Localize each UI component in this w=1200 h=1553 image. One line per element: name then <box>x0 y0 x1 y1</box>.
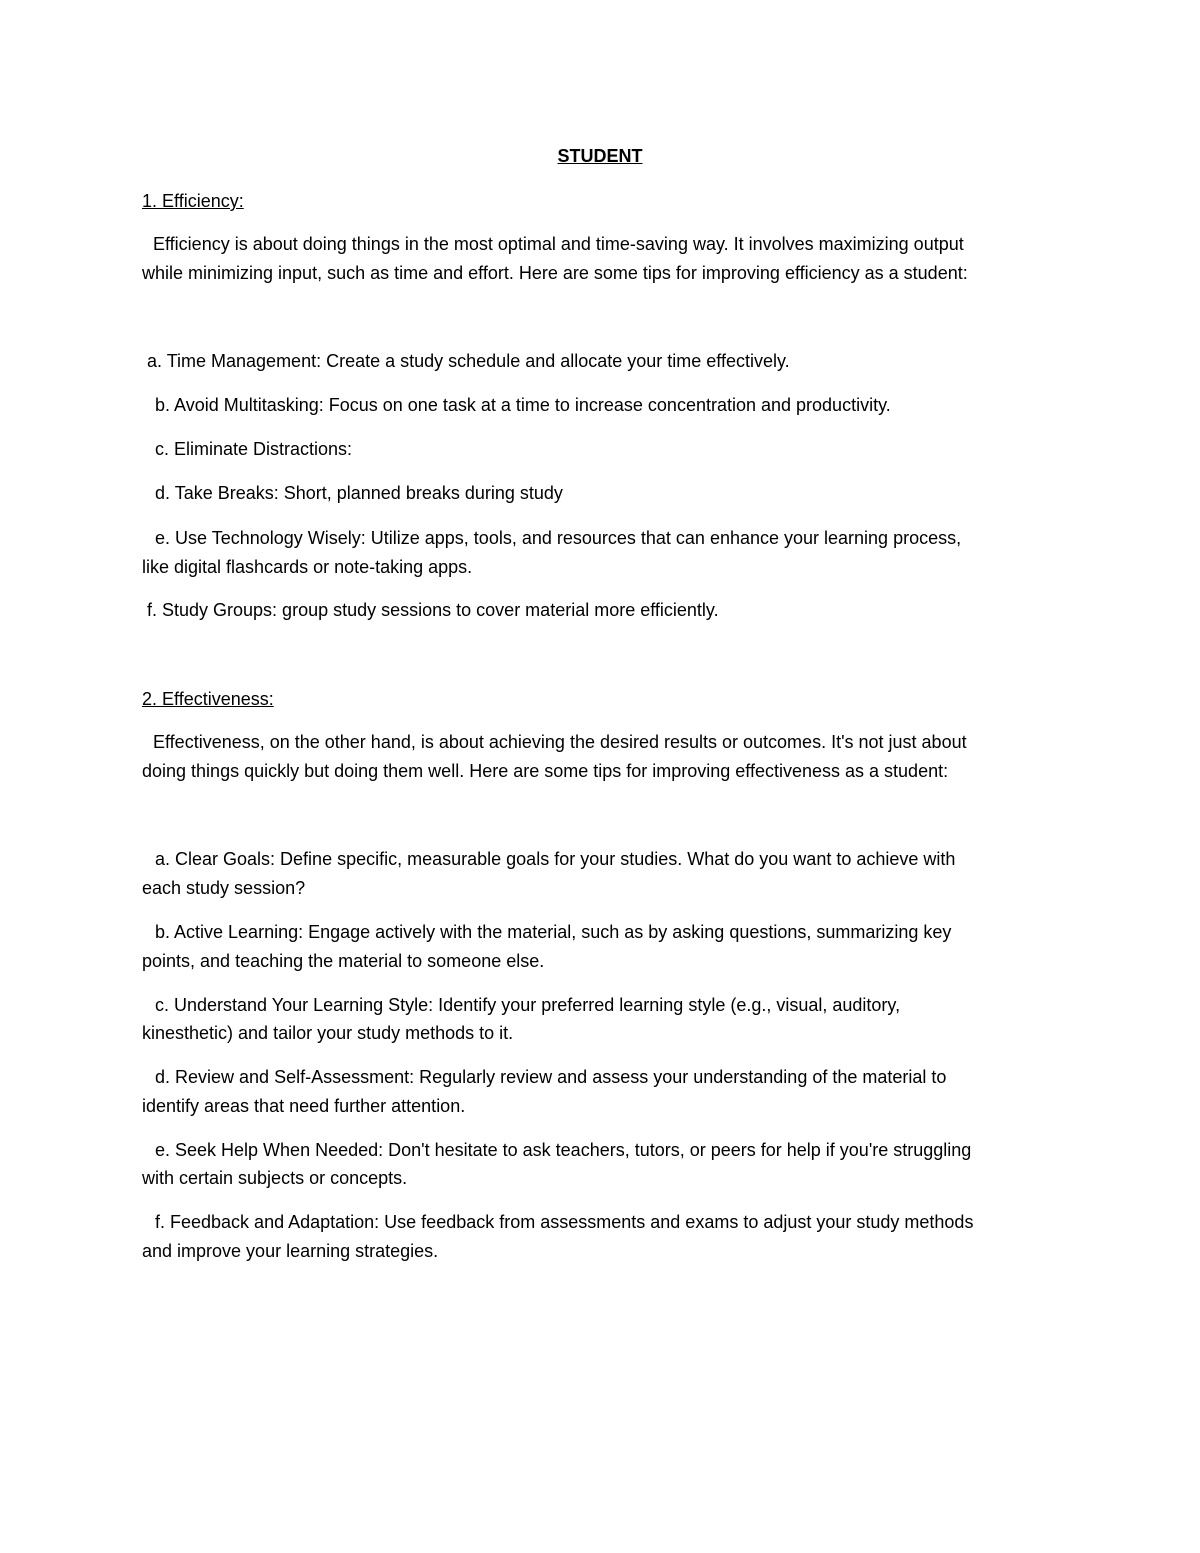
effectiveness-item-c-line-1: c. Understand Your Learning Style: Identify your preferred learning style (e.g., visual, auditory, <box>155 995 901 1015</box>
effectiveness-item-c-line-2: kinesthetic) and tailor your study methods to it. <box>142 1023 514 1043</box>
efficiency-item-e-line-1: e. Use Technology Wisely: Utilize apps, tools, and resources that can enhance your learning process, <box>155 528 962 548</box>
effectiveness-item-a-line-1: a. Clear Goals: Define specific, measurable goals for your studies. What do you want to achieve with <box>155 849 956 869</box>
efficiency-item-a: a. Time Management: Create a study schedule and allocate your time effectively. <box>147 351 790 371</box>
effectiveness-item-b-line-2: points, and teaching the material to someone else. <box>142 951 545 971</box>
effectiveness-item-f-line-2: and improve your learning strategies. <box>142 1241 439 1261</box>
efficiency-item-f: f. Study Groups: group study sessions to cover material more efficiently. <box>147 600 719 620</box>
efficiency-item-b: b. Avoid Multitasking: Focus on one task at a time to increase concentration and productivity. <box>155 395 891 415</box>
effectiveness-item-d-line-2: identify areas that need further attention. <box>142 1096 466 1116</box>
efficiency-item-e-line-2: like digital flashcards or note-taking apps. <box>142 557 473 577</box>
effectiveness-intro-line-2: doing things quickly but doing them well. Here are some tips for improving effectiveness as a student: <box>142 761 949 781</box>
efficiency-item-d: d. Take Breaks: Short, planned breaks during study <box>155 483 563 503</box>
effectiveness-item-e-line-1: e. Seek Help When Needed: Don't hesitate to ask teachers, tutors, or peers for help if you're struggling <box>155 1140 972 1160</box>
section-heading-effectiveness: 2. Effectiveness: <box>142 689 274 709</box>
effectiveness-intro-line-1: Effectiveness, on the other hand, is about achieving the desired results or outcomes. It's not just about <box>153 732 967 752</box>
document-title: STUDENT <box>557 146 643 166</box>
effectiveness-item-d-line-1: d. Review and Self-Assessment: Regularly review and assess your understanding of the material to <box>155 1067 947 1087</box>
efficiency-intro-line-1: Efficiency is about doing things in the most optimal and time-saving way. It involves maximizing output <box>153 234 964 254</box>
section-heading-efficiency: 1. Efficiency: <box>142 191 244 211</box>
effectiveness-item-a-line-2: each study session? <box>142 878 306 898</box>
efficiency-item-c: c. Eliminate Distractions: <box>155 439 353 459</box>
effectiveness-item-b-line-1: b. Active Learning: Engage actively with the material, such as by asking questions, summarizing key <box>155 922 952 942</box>
efficiency-intro-line-2: while minimizing input, such as time and effort. Here are some tips for improving efficiency as a student: <box>142 263 968 283</box>
effectiveness-item-e-line-2: with certain subjects or concepts. <box>142 1168 408 1188</box>
effectiveness-item-f-line-1: f. Feedback and Adaptation: Use feedback from assessments and exams to adjust your study methods <box>155 1212 974 1232</box>
